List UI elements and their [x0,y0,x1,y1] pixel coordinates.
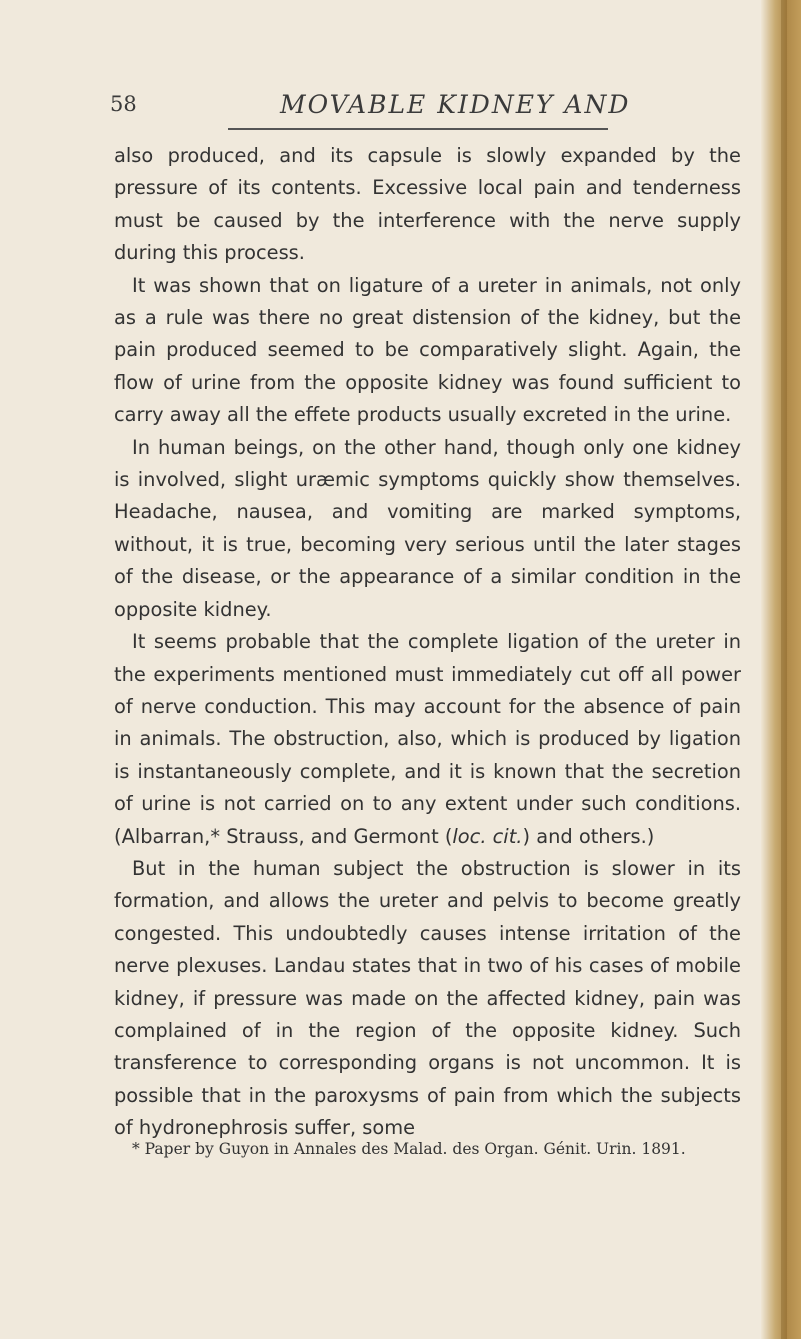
paragraph-3: In human beings, on the other hand, though only one kidney is involved, slight uræmic symptoms quickly show themselves. Headache, nausea, and vomiting are marked symptoms, without, it is true, becoming very serious until the later stages of the disease, or the appearance of a similar condition in the opposite kidney. [114,435,741,621]
header-rule [228,128,608,130]
paragraph-1: also produced, and its capsule is slowly expanded by the pressure of its contents. Excessive local pain and tenderness must be caused by the interference with the nerve supply during this process. [114,144,741,265]
paragraph-4 [114,626,741,853]
footnote: * Paper by Guyon in Annales des Malad. des Organ. Génit. Urin. 1891. [132,1140,686,1158]
page-edge-shadow [761,0,801,1339]
running-title: MOVABLE KIDNEY AND [280,90,631,119]
paragraph-4-text-after: ) and others.) [522,824,655,848]
paragraph-2: It was shown that on ligature of a ureter in animals, not only as a rule was there no great distension of the kidney, but the pain produced seemed to be comparatively slight. Again, the flow of urine from the opposite kidney was found sufficient to carry away all the effete products usually excreted in the urine. [114,273,741,427]
paragraph-4-citation: loc. cit. [452,824,523,848]
paragraph-4-text-before: It seems probable that the complete ligation of the ureter in the experiments mentioned must immediately cut off all power of nerve conduction. This may account for the absence of pain in animals. The obstruction, also, which is produced by ligation is instantaneously complete, and it is known that the secretion of urine is not carried on to any extent under such conditions. (Albarran,* Strauss, and Germont ( [114,630,741,848]
running-head [110,88,760,128]
page-number: 58 [110,92,137,116]
paragraph-5: But in the human subject the obstruction is slower in its formation, and allows the ureter and pelvis to become greatly congested. This undoubtedly causes intense irritation of the nerve plexuses. Landau states that in two of his cases of mobile kidney, if pressure was made on the affected kidney, pain was complained of in the region of the opposite kidney. Such transference to corresponding organs is not uncommon. It is possible that in the paroxysms of pain from which the subjects of hydronephrosis suffer, some [114,856,741,1140]
body-text [114,140,741,1145]
